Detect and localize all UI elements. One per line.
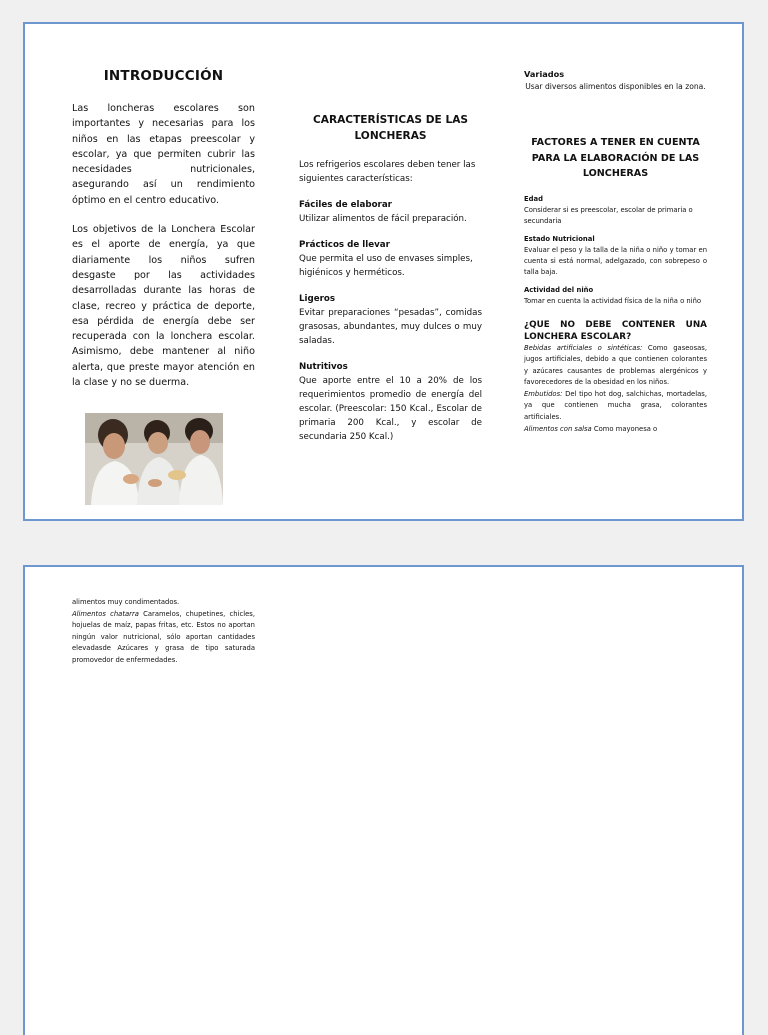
children-photo bbox=[85, 413, 223, 505]
page-1 bbox=[23, 22, 744, 521]
no-debe-continuation: alimentos muy condimentados. bbox=[72, 598, 180, 606]
caracteristica-text: Utilizar alimentos de fácil preparación. bbox=[299, 214, 467, 224]
factor-title: Actividad del niño bbox=[524, 285, 594, 294]
variados-title: Variados bbox=[524, 69, 565, 79]
factores-title: FACTORES A TENER EN CUENTA PARA LA ELABORACIÓN DE LAS LONCHERAS bbox=[531, 137, 700, 179]
caracteristica-title: Prácticos de llevar bbox=[299, 240, 390, 250]
factor-title: Edad bbox=[524, 194, 543, 203]
no-debe-label: Alimentos con salsa bbox=[524, 424, 592, 433]
caracteristica-item bbox=[299, 198, 482, 226]
caracteristica-title: Fáciles de elaborar bbox=[299, 200, 392, 210]
caracteristica-text: Que permita el uso de envases simples, higiénicos y herméticos. bbox=[299, 254, 473, 278]
no-debe-text: Del tipo hot dog, salchichas, mortadelas, ya que contienen mucha grasa, colorantes artificiales. bbox=[524, 389, 707, 422]
no-debe-text: Como gaseosas, jugos artificiales, debido a que contienen colorantes y azúcares causantes de problemas alergénicos y favorecedores de la obesidad en los niños. bbox=[524, 343, 707, 387]
no-debe-label: Embutidos: bbox=[524, 389, 563, 398]
no-debe-item bbox=[524, 389, 707, 424]
no-debe-text: Como mayonesa o bbox=[591, 424, 658, 433]
caracteristica-text: Evitar preparaciones “pesadas”, comidas grasosas, abundantes, muy dulces o muy saladas. bbox=[299, 308, 482, 346]
no-debe-title: ¿QUE NO DEBE CONTENER UNA LONCHERA ESCOLAR? bbox=[524, 319, 707, 342]
caracteristica-title: Ligeros bbox=[299, 294, 336, 304]
factor-text: Evaluar el peso y la talla de la niña o niño y tomar en cuenta si está normal, adelgazado, con sobrepeso o talla baja. bbox=[524, 245, 707, 276]
column-factores bbox=[524, 68, 707, 435]
no-debe-label: Bebidas artificiales o sintéticas: bbox=[524, 343, 643, 352]
no-debe-item bbox=[524, 343, 707, 389]
caracteristica-title: Nutritivos bbox=[299, 362, 348, 372]
no-debe-item bbox=[524, 424, 707, 436]
column-introduccion bbox=[72, 68, 255, 390]
caracteristica-item bbox=[299, 292, 482, 348]
factor-title: Estado Nutricional bbox=[524, 234, 595, 243]
no-debe-item bbox=[72, 609, 255, 667]
no-debe-text: Caramelos, chupetines, chicles, hojuelas de maíz, papas fritas, etc. Estos no aportan ningún valor nutricional, sólo aportan cantidades elevadasde Azúcares y grasa de tipo saturada promovedor de enfermedades. bbox=[72, 609, 255, 664]
variados-text: Usar diversos alimentos disponibles en la zona. bbox=[525, 82, 706, 91]
factor-text: Tomar en cuenta la actividad física de la niña o niño bbox=[524, 296, 702, 305]
caracteristicas-intro: Los refrigerios escolares deben tener las siguientes características: bbox=[299, 160, 476, 184]
no-debe-label: Alimentos chatarra bbox=[72, 609, 139, 618]
column-caracteristicas bbox=[299, 112, 482, 444]
caracteristica-item bbox=[299, 238, 482, 280]
caracteristicas-title: CARACTERÍSTICAS DE LAS LONCHERAS bbox=[312, 114, 469, 142]
factor-text: Considerar si es preescolar, escolar de primaria o secundaria bbox=[524, 205, 693, 225]
page-2 bbox=[23, 565, 744, 1035]
caracteristica-text: Que aporte entre el 10 a 20% de los requerimientos promedio de energía del escolar. (Preescolar: 150 Kcal., Escolar de primaria 200 Kcal., y escolar de secundaria 250 Kcal.) bbox=[299, 376, 482, 442]
caracteristica-item bbox=[299, 360, 482, 444]
intro-paragraph-2: Los objetivos de la Lonchera Escolar es el aporte de energía, ya que diariamente los niños sufren desgaste por las actividades desarrolladas durante las horas de clase, recreo y práctica de deporte, esa pérdida de energía debe ser recuperada con la lonchera escolar. Asimismo, debe mantener al niño alerta, que preste mayor atención en la clase y no se duerma. bbox=[72, 224, 255, 389]
intro-title: INTRODUCCIÓN bbox=[103, 68, 224, 84]
column-continuacion bbox=[72, 597, 255, 667]
intro-paragraph-1: Las loncheras escolares son importantes y necesarias para los niños en las etapas preescolar y escolar, ya que permiten cubrir las necesidades nutricionales, asegurando así un rendimiento óptimo en el centro educativo. bbox=[72, 103, 255, 206]
